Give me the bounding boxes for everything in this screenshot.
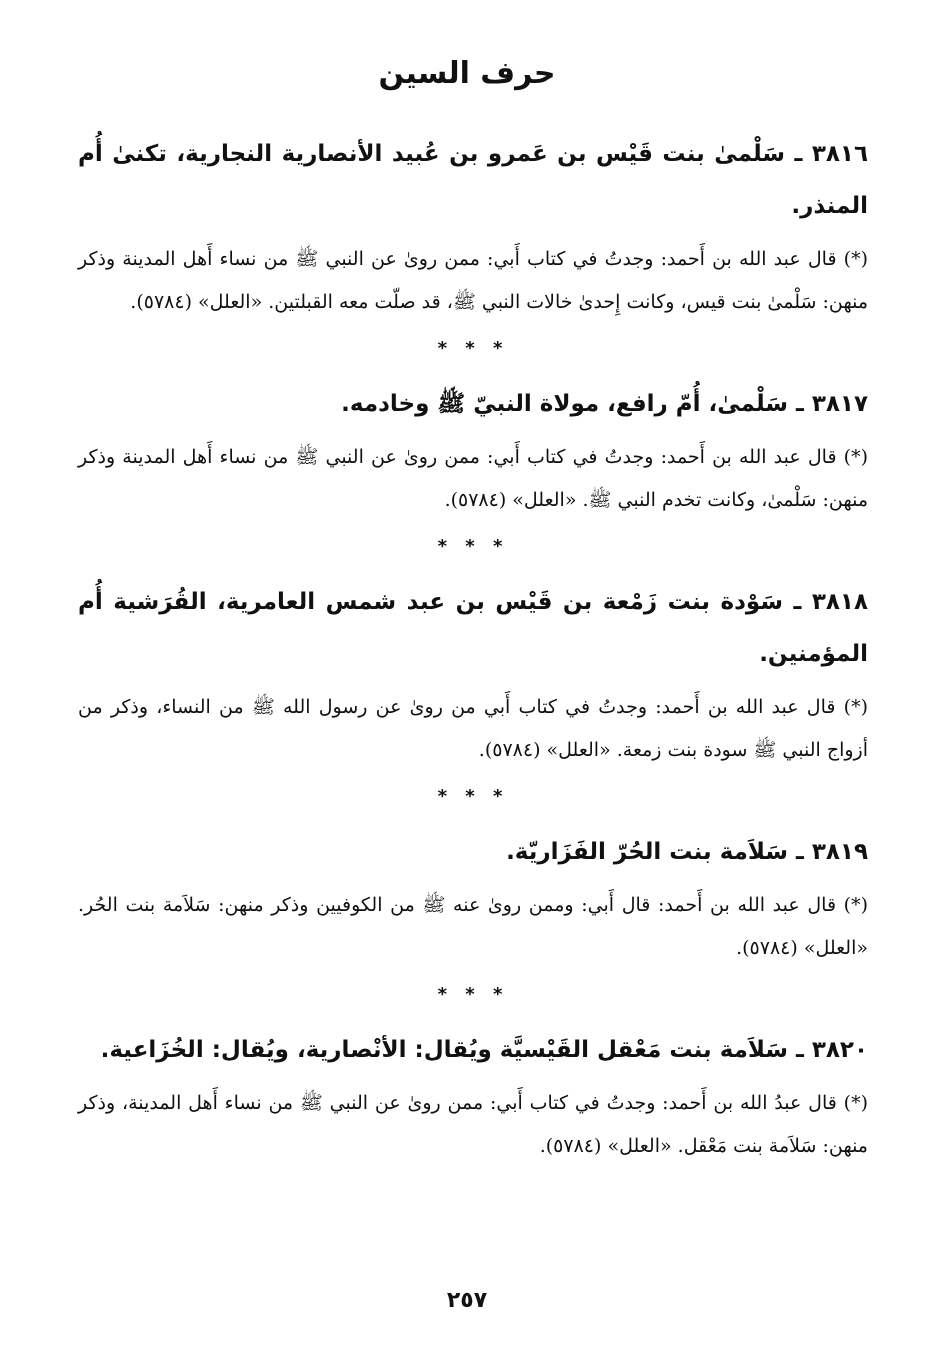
entry-3818 bbox=[78, 576, 868, 772]
entry-3816 bbox=[78, 128, 868, 324]
entry-body: (*) قال عبدُ الله بن أَحمد: وجدتُ في كتاب أَبي: ممن روىٰ عن النبي ﷺ من نساء أَهل المدينة، وذكر منهن: سَلاَمة بنت مَعْقل. «العلل» (٥٧٨٤). bbox=[78, 1092, 868, 1157]
entry-3819 bbox=[78, 826, 868, 970]
entry-body: (*) قال عبد الله بن أَحمد: وجدتُ في كتاب أَبي من روىٰ عن رسول الله ﷺ من النساء، وذكر من أزواج النبي ﷺ سودة بنت زمعة. «العلل» (٥٧٨٤). bbox=[78, 696, 868, 761]
entry-body: (*) قال عبد الله بن أَحمد: وجدتُ في كتاب أَبي: ممن روىٰ عن النبي ﷺ من نساء أَهل المدينة وذكر منهن: سَلْمىٰ بنت قيس، وكانت إِحدىٰ خالات النبي ﷺ، قد صلّت معه القبلتين. «العلل» (٥٧٨٤). bbox=[78, 248, 868, 313]
entry-heading: ٣٨١٨ ـ سَوْدة بنت زَمْعة بن قَيْس بن عبد شمس العامرية، القُرَشية أُم المؤمنين. bbox=[78, 589, 868, 667]
entry-3817 bbox=[78, 378, 868, 522]
asterisk-separator: * * * bbox=[437, 338, 509, 359]
chapter-title: حرف السين bbox=[378, 56, 556, 91]
entry-heading: ٣٨١٩ ـ سَلاَمة بنت الحُرّ الفَزَاريّة. bbox=[506, 839, 868, 865]
entry-3820 bbox=[78, 1024, 868, 1168]
asterisk-separator: * * * bbox=[437, 984, 509, 1005]
entry-heading: ٣٨١٦ ـ سَلْمىٰ بنت قَيْس بن عَمرو بن عُبيد الأنصارية النجارية، تكنىٰ أُم المنذر. bbox=[78, 141, 868, 219]
entry-body: (*) قال عبد الله بن أَحمد: وجدتُ في كتاب أَبي: ممن روىٰ عن النبي ﷺ من نساء أَهل المدينة وذكر منهن: سَلْمىٰ، وكانت تخدم النبي ﷺ. «العلل» (٥٧٨٤). bbox=[78, 446, 868, 511]
entries-list bbox=[78, 128, 868, 1168]
entry-heading: ٣٨٢٠ ـ سَلاَمة بنت مَعْقل القَيْسيَّة ويُقال: الأنْصارية، ويُقال: الخُزَاعية. bbox=[100, 1037, 868, 1063]
asterisk-separator: * * * bbox=[437, 786, 509, 807]
entry-heading: ٣٨١٧ ـ سَلْمىٰ، أُمّ رافع، مولاة النبيّ ﷺ وخادمه. bbox=[341, 391, 868, 417]
entry-body: (*) قال عبد الله بن أَحمد: قال أَبي: وممن روىٰ عنه ﷺ من الكوفيين وذكر منهن: سَلاَمة بنت الحُر. «العلل» (٥٧٨٤). bbox=[78, 894, 868, 959]
asterisk-separator: * * * bbox=[437, 536, 509, 557]
page-number: ٢٥٧ bbox=[446, 1288, 488, 1313]
